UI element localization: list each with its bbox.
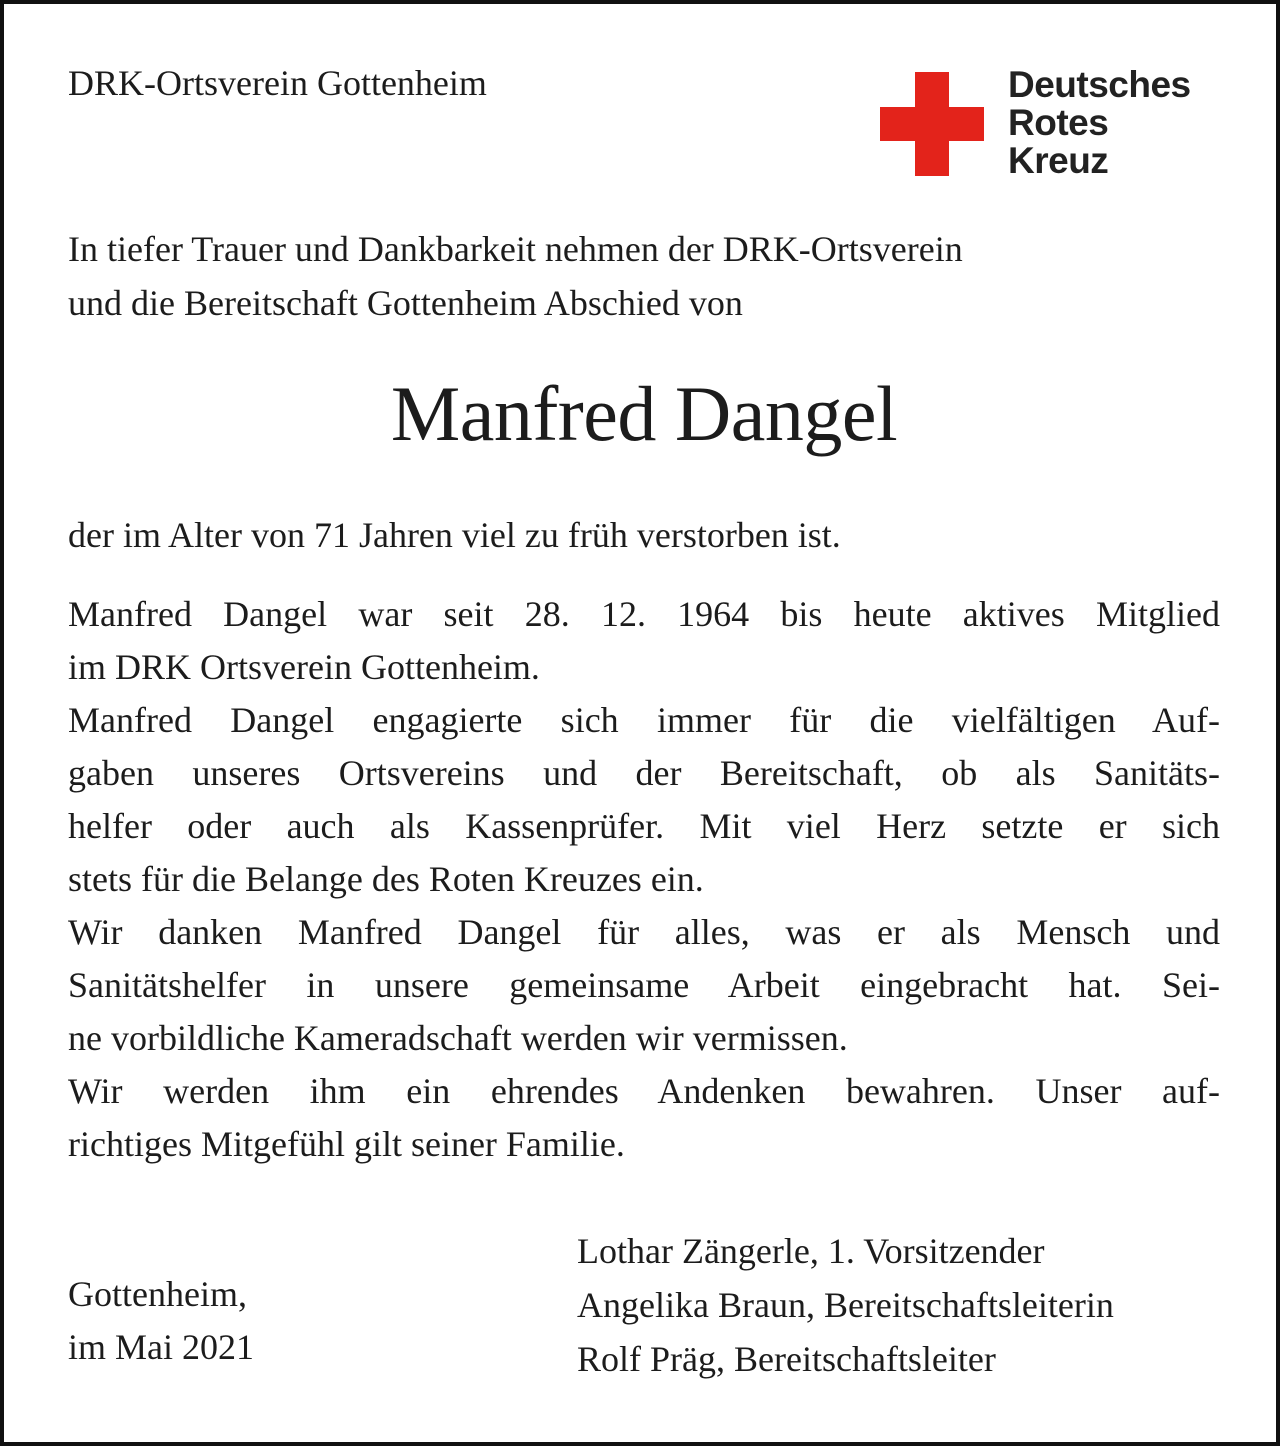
age-line: der im Alter von 71 Jahren viel zu früh verstorben ist.	[68, 515, 841, 555]
signatories	[577, 1224, 1114, 1386]
date: im Mai 2021	[68, 1327, 254, 1367]
tribute-line-6: stets für die Belange des Roten Kreuzes ein.	[68, 859, 704, 899]
tribute-line-3: Manfred Dangel engagierte sich immer für die vielfältigen Auf-	[68, 700, 1220, 740]
organization-name: DRK-Ortsverein Gottenheim	[68, 63, 487, 103]
place: Gottenheim,	[68, 1274, 247, 1314]
tribute-line-2: im DRK Ortsverein Gottenheim.	[68, 647, 540, 687]
red-cross-icon-bar	[880, 107, 984, 141]
logo-line-1: Deutsches	[1008, 64, 1191, 105]
signatory-3: Rolf Präg, Bereitschaftsleiter	[577, 1339, 996, 1379]
logo-wordmark	[1008, 66, 1191, 180]
tribute-line-11: richtiges Mitgefühl gilt seiner Familie.	[68, 1124, 625, 1164]
intro-text	[68, 222, 1220, 330]
tribute-line-1: Manfred Dangel war seit 28. 12. 1964 bis heute aktives Mitglied	[68, 594, 1220, 634]
tribute-line-9: ne vorbildliche Kameradschaft werden wir vermissen.	[68, 1018, 848, 1058]
tribute-line-8: Sanitätshelfer in unsere gemeinsame Arbeit eingebracht hat. Sei-	[68, 965, 1220, 1005]
tribute-line-7: Wir danken Manfred Dangel für alles, was er als Mensch und	[68, 912, 1220, 952]
logo-line-3: Kreuz	[1008, 140, 1109, 181]
tribute-line-10: Wir werden ihm ein ehrendes Andenken bewahren. Unser auf-	[68, 1071, 1220, 1111]
red-cross-logo	[870, 60, 1226, 188]
intro-line-1: In tiefer Trauer und Dankbarkeit nehmen der DRK-Ortsverein	[68, 229, 963, 269]
tribute-text	[68, 588, 1220, 1171]
intro-line-2: und die Bereitschaft Gottenheim Abschied von	[68, 283, 743, 323]
place-and-date	[68, 1268, 254, 1374]
signatory-1: Lothar Zängerle, 1. Vorsitzender	[577, 1231, 1045, 1271]
signatory-2: Angelika Braun, Bereitschaftsleiterin	[577, 1285, 1114, 1325]
tribute-line-5: helfer oder auch als Kassenprüfer. Mit viel Herz setzte er sich	[68, 806, 1220, 846]
tribute-line-4: gaben unseres Ortsvereins und der Bereitschaft, ob als Sanitäts-	[68, 753, 1220, 793]
logo-line-2: Rotes	[1008, 102, 1109, 143]
deceased-name: Manfred Dangel	[390, 370, 898, 457]
